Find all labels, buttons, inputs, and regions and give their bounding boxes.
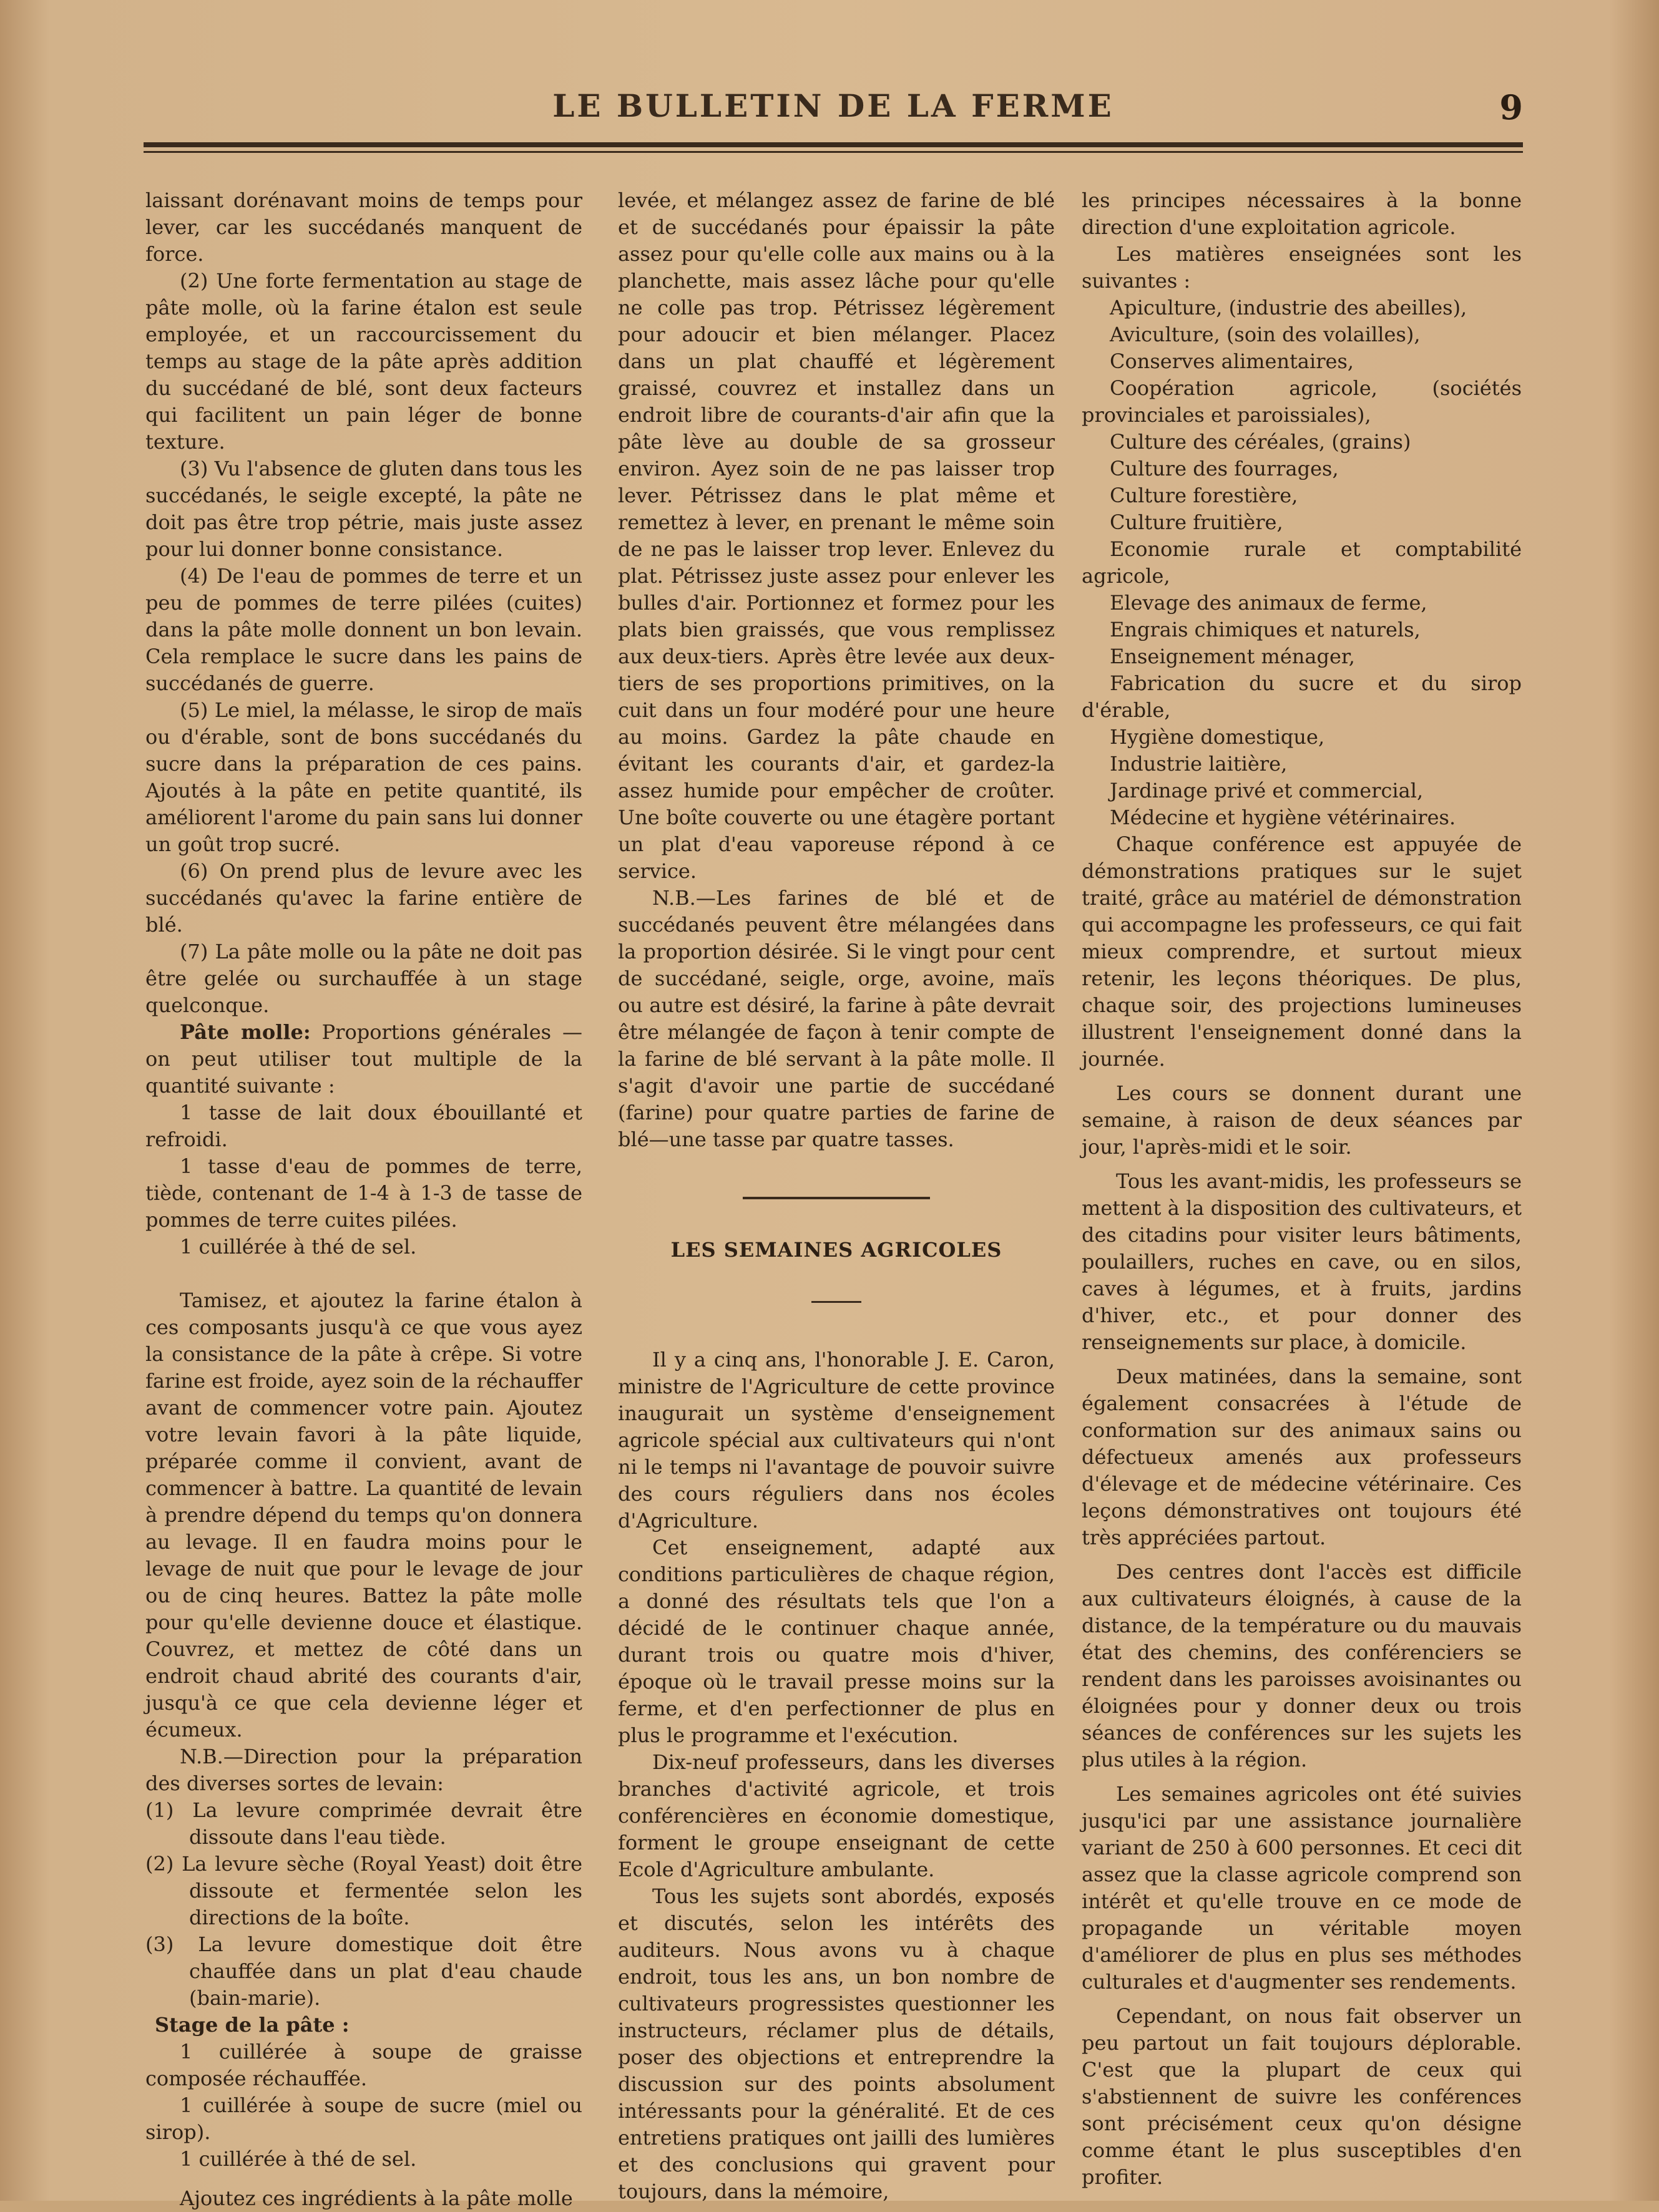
subject-item: Economie rurale et comptabilité agricole,: [1082, 537, 1522, 588]
subheading-stage: Stage de la pâte :: [155, 2013, 350, 2037]
subheading-pate-molle: Pâte molle:: [180, 1020, 311, 1044]
subject-item: Apiculture, (industrie des abeilles),: [1110, 296, 1467, 319]
header-rule-thin: [144, 151, 1523, 153]
paragraph: Dix-neuf professeurs, dans les diverses branches d'activité agricole, et trois conférencières en économie domestique, forment le groupe enseignant de cette Ecole d'Agriculture ambulante.: [618, 1750, 1055, 1881]
subject-item: Coopération agricole, (sociétés provinciales et paroissiales),: [1082, 376, 1522, 427]
ingredient-item: 1 cuillérée à thé de sel.: [180, 2147, 417, 2171]
paragraph: (4) De l'eau de pommes de terre et un peu de pommes de terre pilées (cuites) dans la pâte molle donnent un bon levain. Cela remplace le sucre dans les pains de succédanés de guerre.: [145, 564, 582, 695]
page-number: 9: [1499, 87, 1523, 127]
ingredient-item: 1 cuillérée à soupe de sucre (miel ou sirop).: [145, 2093, 582, 2144]
paragraph: Deux matinées, dans la semaine, sont également consacrées à l'étude de conformation sur des animaux sains ou défectueux amenés aux professeurs d'élevage et de médecine vétérinaire. Ces leçons démonstratives ont toujours été très appréciées partout.: [1082, 1365, 1522, 1549]
paragraph: laissant dorénavant moins de temps pour lever, car les succédanés manquent de force.: [145, 188, 582, 266]
column-2: [618, 187, 1055, 2205]
paragraph: (3) Vu l'absence de gluten dans tous les succédanés, le seigle excepté, la pâte ne doit pas être trop pétrie, mais juste assez pour lui donner bonne consistance.: [145, 457, 582, 561]
subject-item: Industrie laitière,: [1110, 752, 1288, 776]
ingredient-item: 1 tasse d'eau de pommes de terre, tiède, contenant de 1-4 à 1-3 de tasse de pommes de terre cuites pilées.: [145, 1154, 582, 1232]
subject-item: Aviculture, (soin des volailles),: [1110, 323, 1421, 346]
paragraph: Tous les sujets sont abordés, exposés et discutés, selon les intérêts des auditeurs. Nous avons vu à chaque endroit, tous les ans, un bon nombre de cultivateurs progressistes questionner les instructeurs, réclamer plus de détails, poser des objections et entreprendre la discussion sur des points absolument intéressants pour la généralité. Et de ces entretiens pratiques ont jailli des lumières et des conclusions qui gravent pour toujours, dans la mémoire,: [618, 1884, 1055, 2203]
levain-item: (3) La levure domestique doit être chauffée dans un plat d'eau chaude (bain-marie).: [145, 1932, 582, 2010]
paragraph: levée, et mélangez assez de farine de blé et de succédanés pour épaissir la pâte assez pour qu'elle colle aux mains ou à la planchette, mais assez lâche pour qu'elle ne colle pas trop. Pétrissez légèrement pour adoucir et bien mélanger. Placez dans un plat chauffé et légèrement graissé, couvrez et installez dans un endroit libre de courants-d'air afin que la pâte lève au double de sa grosseur environ. Ayez soin de ne pas laisser trop lever. Pétrissez dans le plat même et remettez à lever, en prenant le même soin de ne pas le laisser trop lever. Enlevez du plat. Pétrissez juste assez pour enlever les bulles d'air. Portionnez et formez pour les plats bien graissés, que vous remplissez aux deux-tiers. Après être levée aux deux-tiers de ses proportions primitives, on la cuit dans un four modéré pour une heure au moins. Gardez la pâte chaude en évitant les courants d'air, et gardez-la assez humide pour empêcher de croûter. Une boîte couverte ou une étagère portant un plat d'eau vaporeuse répond à ce service.: [618, 188, 1055, 883]
subject-item: Fabrication du sucre et du sirop d'érable,: [1082, 671, 1522, 722]
column-1: [145, 187, 582, 2212]
paragraph: Il y a cinq ans, l'honorable J. E. Caron, ministre de l'Agriculture de cette province inaugurait un système d'enseignement agricole spécial aux cultivateurs qui n'ont ni le temps ni l'avantage de pouvoir suivre des cours réguliers dans nos écoles d'Agriculture.: [618, 1348, 1055, 1532]
paragraph: les principes nécessaires à la bonne direction d'une exploitation agricole.: [1082, 188, 1522, 239]
subject-item: Hygiène domestique,: [1110, 725, 1325, 749]
ingredient-item: 1 cuillérée à thé de sel.: [180, 1235, 417, 1259]
paragraph: Cet enseignement, adapté aux conditions particulières de chaque région, a donné des résultats tels que l'on a décidé de le continuer chaque année, durant trois ou quatre mois d'hiver, époque où le travail presse moins sur la ferme, et d'en perfectionner de plus en plus le programme et l'exécution.: [618, 1536, 1055, 1747]
paragraph: (6) On prend plus de levure avec les succédanés qu'avec la farine entière de blé.: [145, 859, 582, 937]
page-header: [144, 87, 1523, 137]
paragraph: (7) La pâte molle ou la pâte ne doit pas être gelée ou surchauffée à un stage quelconque.: [145, 940, 582, 1017]
subject-item: Jardinage privé et commercial,: [1110, 779, 1424, 802]
paragraph: (2) Une forte fermentation au stage de pâte molle, où la farine étalon est seule employée, et un raccourcissement du temps au stage de la pâte après addition du succédané de blé, sont deux facteurs qui facilitent un pain léger de bonne texture.: [145, 269, 582, 454]
ingredient-item: 1 tasse de lait doux ébouillanté et refroidi.: [145, 1101, 582, 1151]
subject-item: Engrais chimiques et naturels,: [1110, 618, 1421, 641]
levain-item: (1) La levure comprimée devrait être dissoute dans l'eau tiède.: [145, 1798, 582, 1849]
subjects-list: [1082, 295, 1522, 831]
paragraph: N.B.—Les farines de blé et de succédanés peuvent être mélangées dans la proportion désirée. Si le vingt pour cent de succédané, seigle, orge, avoine, maïs ou autre est désiré, la farine à pâte devrait être mélangée de façon à tenir compte de la farine de blé servant à la pâte molle. Il s'agit d'avoir une partie de succédané (farine) pour quatre parties de farine de blé—une tasse par quatre tasses.: [618, 886, 1055, 1151]
subject-item: Culture des fourrages,: [1110, 457, 1339, 480]
paragraph-text: Proportions générales — on peut utiliser tout multiple de la quantité suivante :: [145, 1020, 583, 1098]
subject-item: Culture forestière,: [1110, 484, 1298, 507]
paragraph: Les cours se donnent durant une semaine, à raison de deux séances par jour, l'après-midi et le soir.: [1082, 1081, 1522, 1159]
publication-title: LE BULLETIN DE LA FERME: [552, 87, 1114, 124]
subject-item: Culture fruitière,: [1110, 510, 1283, 534]
subject-item: Conserves alimentaires,: [1110, 349, 1354, 373]
paragraph: Tamisez, et ajoutez la farine étalon à ces composants jusqu'à ce que vous ayez la consistance de la pâte à crêpe. Si votre farine est froide, ayez soin de la réchauffer avant de commencer votre pain. Ajoutez votre levain favori à la pâte liquide, préparée comme il convient, avant de commencer à battre. La quantité de levain à prendre dépend du temps qu'on donnera au levage. Il en faudra moins pour le levage de nuit que pour le levage de jour ou de cinq heures. Battez la pâte molle pour qu'elle devienne douce et élastique. Couvrez, et mettez de côté dans un endroit chaud abrité des courants d'air, jusqu'à ce que cela devienne léger et écumeux.: [145, 1289, 582, 1742]
paragraph: Les matières enseignées sont les suivantes :: [1082, 242, 1522, 293]
paragraph: Les semaines agricoles ont été suivies jusqu'ici par une assistance journalière variant de 250 à 600 personnes. Et ceci dit assez que la classe agricole comprend son intérêt et qu'elle trouve en ce mode de propagande un véritable moyen d'améliorer de plus en plus ses méthodes culturales et d'augmenter ses rendements.: [1082, 1782, 1522, 1994]
subject-item: Enseignement ménager,: [1110, 645, 1355, 668]
subject-item: Culture des céréales, (grains): [1110, 430, 1411, 454]
paragraph: N.B.—Direction pour la préparation des diverses sortes de levain:: [145, 1745, 582, 1795]
paragraph: Des centres dont l'accès est difficile aux cultivateurs éloignés, à cause de la distance, de la température ou du mauvais état des chemins, des conférenciers se rendent dans les paroisses avoisinantes ou éloignées pour y donner deux ou trois séances de conférences sur les sujets les plus utiles à la région.: [1082, 1560, 1522, 1771]
paragraph: Cependant, on nous fait observer un peu partout un fait toujours déplorable. C'est que la plupart de ceux qui s'abstiennent de suivre les conférences sont précisément ceux qu'on désigne comme étant le plus susceptibles d'en profiter.: [1082, 2004, 1522, 2189]
paragraph: Chaque conférence est appuyée de démonstrations pratiques sur le sujet traité, grâce au matériel de démonstration qui accompagne les professeurs, ce qui fait mieux comprendre, et surtout mieux retenir, les leçons théoriques. De plus, chaque soir, des projections lumineuses illustrent l'enseignement donné dans la journée.: [1082, 832, 1522, 1071]
paragraph: [145, 1019, 582, 1099]
levain-item: (2) La levure sèche (Royal Yeast) doit être dissoute et fermentée selon les directions de la boîte.: [145, 1852, 582, 1929]
header-rule-thick: [144, 142, 1523, 147]
column-3: [1082, 187, 1522, 2191]
paragraph: Ajoutez ces ingrédients à la pâte molle: [180, 2186, 573, 2210]
subject-item: Elevage des animaux de ferme,: [1110, 591, 1427, 615]
subject-item: Médecine et hygiène vétérinaires.: [1110, 806, 1456, 829]
ingredient-item: 1 cuillérée à soupe de graisse composée réchauffée.: [145, 2040, 582, 2090]
paragraph: (5) Le miel, la mélasse, le sirop de maïs ou d'érable, sont de bons succédanés du sucre dans la préparation de ces pains. Ajoutés à la pâte en petite quantité, ils améliorent l'arome du pain sans lui donner un goût trop sucré.: [145, 698, 582, 856]
paragraph: Tous les avant-midis, les professeurs se mettent à la disposition des cultivateurs, et des citadins pour visiter leurs bâtiments, poulaillers, ruches en cave, ou en silos, caves à légumes, et à fruits, jardins d'hiver, etc., et pour donner des renseignements sur place, à domicile.: [1082, 1169, 1522, 1354]
section-title: LES SEMAINES AGRICOLES: [670, 1238, 1002, 1262]
